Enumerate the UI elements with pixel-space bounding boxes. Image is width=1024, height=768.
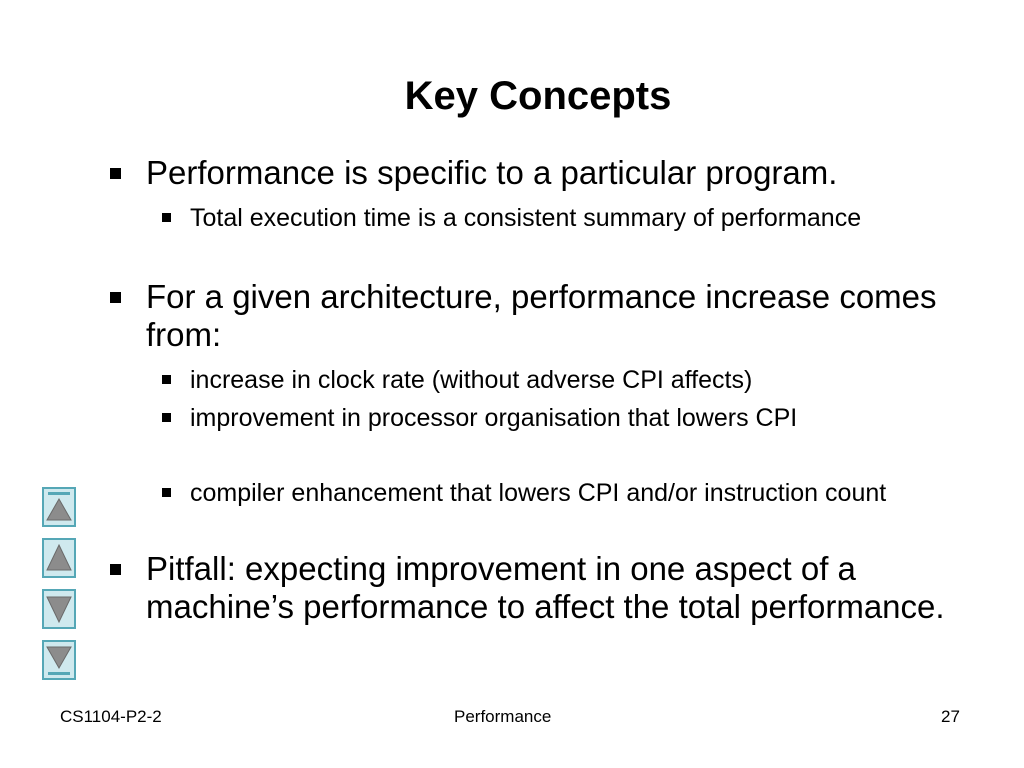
square-bullet-icon	[110, 564, 121, 575]
title-area	[0, 0, 1024, 150]
square-bullet-icon	[162, 488, 171, 497]
square-bullet-icon	[162, 213, 171, 222]
previous-slide-icon	[44, 540, 74, 576]
square-bullet-icon	[110, 168, 121, 179]
sub-bullet-text: improvement in processor organisation that lowers CPI	[190, 404, 798, 432]
sub-bullet-text: increase in clock rate (without adverse CPI affects)	[190, 366, 753, 394]
sub-bullet-text: compiler enhancement that lowers CPI and/or instruction count	[190, 479, 887, 507]
first-slide-icon	[44, 489, 74, 525]
footer-course-code: CS1104-P2-2	[60, 707, 162, 726]
bullet-text: Performance is specific to a particular program.	[146, 154, 838, 191]
next-slide-button[interactable]	[42, 589, 76, 629]
last-slide-button[interactable]	[42, 640, 76, 680]
last-slide-icon	[44, 642, 74, 678]
bullet-text: Pitfall: expecting improvement in one aspect of a machine’s performance to affect the total performance.	[146, 550, 945, 625]
footer-topic: Performance	[454, 707, 552, 726]
square-bullet-icon	[110, 292, 121, 303]
footer-page-number: 27	[941, 707, 960, 726]
bullet-text: For a given architecture, performance increase comes from:	[146, 278, 937, 353]
previous-slide-button[interactable]	[42, 538, 76, 578]
slide-title: Key Concepts	[404, 74, 672, 118]
first-slide-button[interactable]	[42, 487, 76, 527]
square-bullet-icon	[162, 375, 171, 384]
square-bullet-icon	[162, 413, 171, 422]
sub-bullet-text: Total execution time is a consistent summary of performance	[190, 204, 862, 232]
next-slide-icon	[44, 591, 74, 627]
